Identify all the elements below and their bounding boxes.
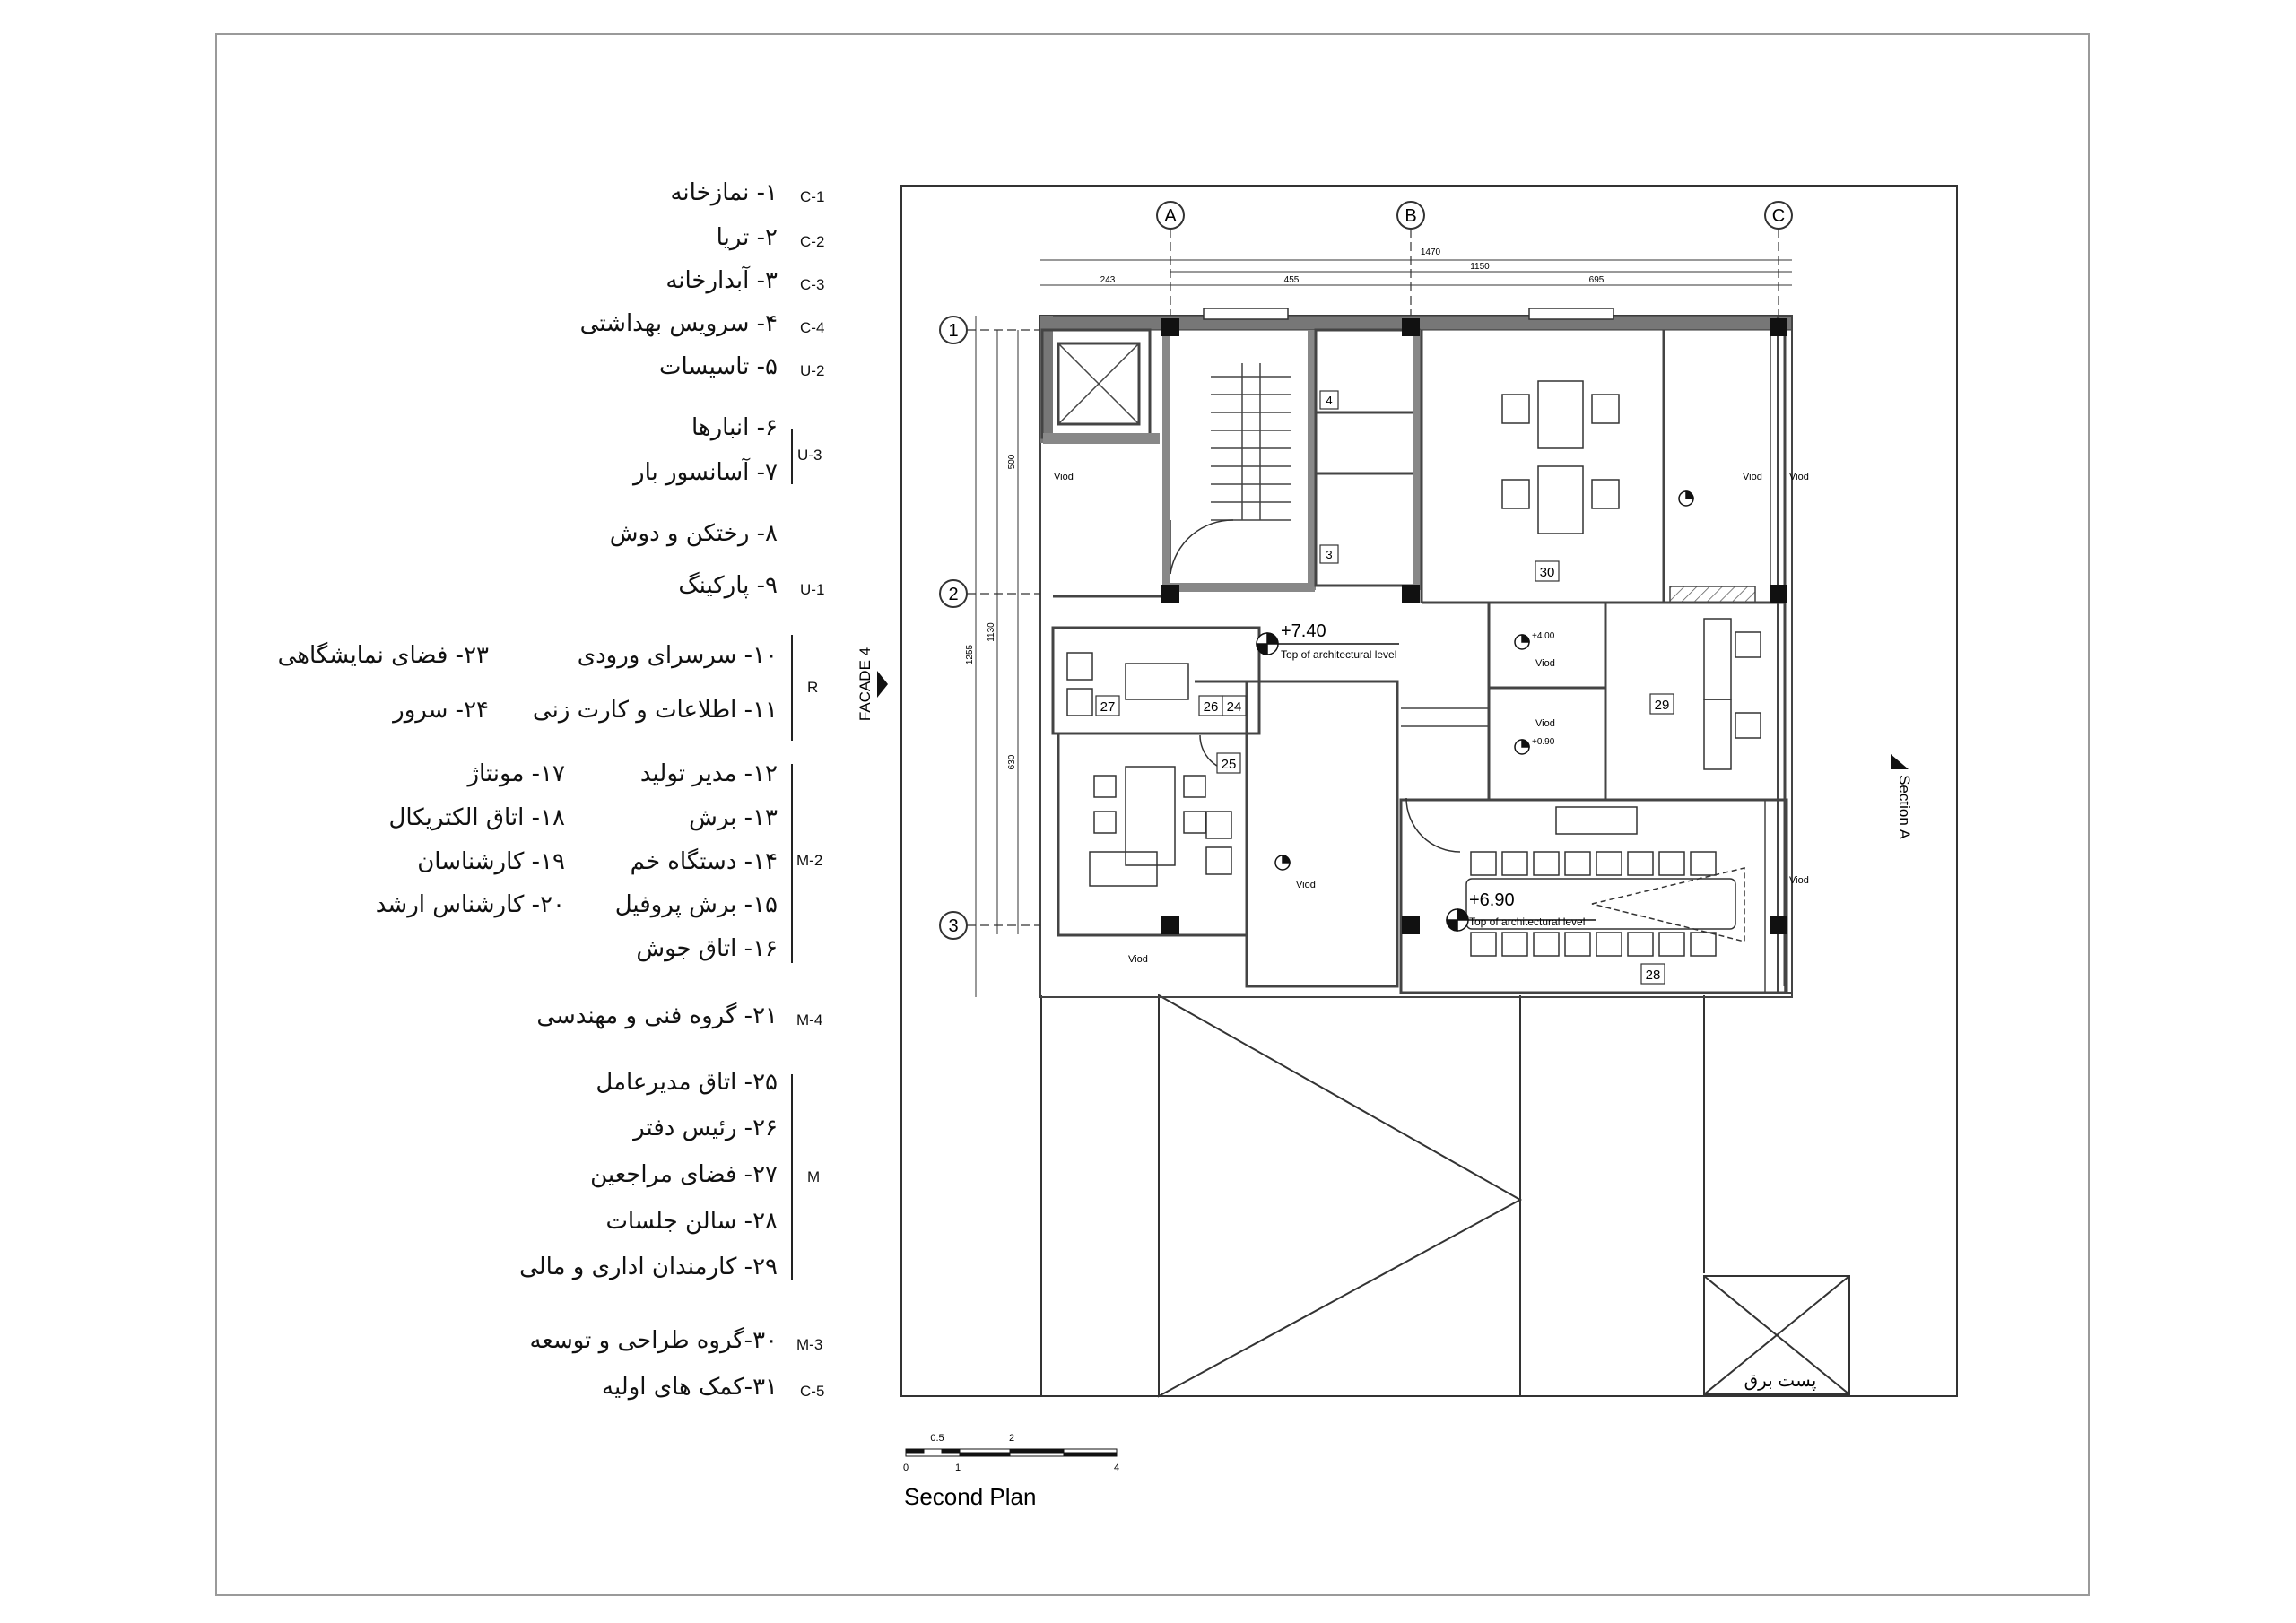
legend-code: C-1 [800, 188, 825, 205]
room-number-25: 25 [1221, 757, 1237, 772]
section-label: Section A [1896, 775, 1913, 839]
legend-item: ۱۶- اتاق جوش [636, 935, 778, 962]
legend-item: ۲۵- اتاق مدیرعامل [596, 1069, 778, 1096]
room-number-24: 24 [1226, 699, 1242, 715]
void-label: Viod [1296, 880, 1316, 890]
legend-item: ۹- پارکینگ [678, 572, 778, 599]
scale-bar [906, 1449, 1117, 1456]
facade-arrow [877, 671, 888, 698]
legend-item: ۲۰- کارشناس ارشد [375, 891, 565, 918]
legend-item: ۳۰-گروه طراحی و توسعه [529, 1327, 778, 1354]
legend-code: C-4 [800, 319, 825, 336]
legend-code: U-2 [800, 362, 825, 379]
level-value-090: +0.90 [1532, 737, 1555, 747]
legend-item: ۱۰- سرسرای ورودی [577, 642, 778, 669]
legend-code: M-3 [796, 1336, 823, 1353]
legend-code: M-4 [796, 1011, 823, 1028]
interior-walls [1042, 330, 1787, 993]
dim-v-seg1: 500 [1007, 454, 1017, 470]
legend-code: U-1 [800, 581, 825, 598]
legend-item: ۱۱- اطلاعات و کارت زنی [532, 697, 778, 724]
void-label: Viod [1535, 718, 1555, 729]
scale-tick-label: 2 [1008, 1433, 1015, 1444]
legend-item: ۱۵- برش پروفیل [614, 891, 778, 918]
legend-item: ۱۸- اتاق الکتریکال [388, 804, 565, 831]
legend-item: ۱۹- کارشناسان [417, 848, 565, 875]
scale-tick-label: 0 [902, 1462, 909, 1473]
legend-item: ۳۱-کمک های اولیه [602, 1374, 778, 1401]
site-boundary [901, 186, 1957, 1396]
level-note-690: Top of architectural level [1469, 916, 1586, 928]
dim-seg2: 455 [1283, 275, 1300, 285]
legend-code: M [807, 1168, 821, 1185]
legend-code: C-3 [800, 276, 825, 293]
legend-code: M-2 [796, 852, 823, 869]
void-label: Viod [1743, 472, 1762, 482]
legend-code: C-5 [800, 1383, 825, 1400]
legend-item: ۱۴- دستگاه خم [630, 848, 778, 875]
grid-label-A: A [1164, 206, 1177, 226]
void-label: Viod [1535, 658, 1555, 669]
legend-item: ۱۷- مونتاژ [467, 760, 565, 787]
legend-code: R [807, 679, 819, 696]
dim-sub-overall: 1150 [1470, 262, 1490, 272]
void-label: Viod [1789, 472, 1809, 482]
void-label: Viod [1128, 954, 1148, 965]
legend-item: ۷- آسانسور بار [633, 459, 778, 486]
substation-label: پست برق [1744, 1371, 1817, 1391]
legend-item: ۲- تریا [716, 224, 778, 251]
dim-v-seg2: 630 [1007, 754, 1017, 770]
legend-item: ۸- رختکن و دوش [609, 520, 778, 547]
facade-label: FACADE 4 [857, 647, 874, 722]
dim-overall: 1470 [1420, 247, 1441, 257]
grid-label-B: B [1405, 206, 1417, 226]
legend-item: ۲۴- سرور [393, 697, 489, 724]
level-value-740: +7.40 [1281, 621, 1326, 641]
void-label: Viod [1789, 875, 1809, 886]
grid-label-3: 3 [948, 916, 959, 936]
legend-item: ۶- انبارها [691, 414, 778, 441]
grid-label-2: 2 [948, 585, 959, 604]
room-number-26: 26 [1203, 699, 1219, 715]
scale-tick-label: 0.5 [930, 1433, 944, 1444]
room-number-28: 28 [1645, 968, 1661, 983]
dim-v-sub: 1130 [987, 622, 996, 642]
room-number-30: 30 [1539, 565, 1555, 580]
legend-item: ۲۶- رئیس دفتر [633, 1115, 778, 1141]
legend-item: ۲۹- کارمندان اداری و مالی [519, 1254, 778, 1280]
level-note-740: Top of architectural level [1281, 648, 1397, 661]
legend-code: C-2 [800, 233, 825, 250]
legend-code: U-3 [797, 447, 822, 464]
legend-item: ۴- سرویس بهداشتی [579, 310, 778, 337]
legend-item: ۵- تاسیسات [659, 353, 778, 380]
dim-seg1: 243 [1100, 275, 1116, 285]
room-number-27: 27 [1100, 699, 1116, 715]
legend-item: ۱- نمازخانه [670, 179, 778, 206]
drawing-title: Second Plan [904, 1483, 1037, 1510]
legend-item: ۱۲- مدیر تولید [639, 760, 778, 787]
grid-label-C: C [1771, 206, 1786, 226]
legend-item: ۲۷- فضای مراجعین [590, 1161, 778, 1188]
scale-tick-label: 4 [1113, 1462, 1120, 1473]
legend-item: ۲۸- سالن جلسات [605, 1208, 778, 1235]
dim-v-overall: 1255 [965, 644, 975, 665]
grid-label-1: 1 [948, 321, 959, 341]
site-lower-area [1041, 995, 1849, 1396]
legend-item: ۲۱- گروه فنی و مهندسی [536, 1002, 778, 1029]
room-number-3: 3 [1326, 548, 1333, 561]
section-arrow [1891, 754, 1909, 769]
level-value-690: +6.90 [1469, 890, 1515, 910]
dim-seg3: 695 [1588, 275, 1605, 285]
legend-item: ۲۳- فضای نمایشگاهی [277, 642, 489, 669]
room-number-29: 29 [1654, 698, 1670, 713]
scale-tick-label: 1 [954, 1462, 961, 1473]
level-value-400: +4.00 [1532, 631, 1555, 641]
legend-item: ۳- آبدارخانه [665, 267, 778, 294]
room-number-4: 4 [1326, 394, 1333, 407]
void-label: Viod [1054, 472, 1074, 482]
legend-item: ۱۳- برش [689, 804, 778, 831]
